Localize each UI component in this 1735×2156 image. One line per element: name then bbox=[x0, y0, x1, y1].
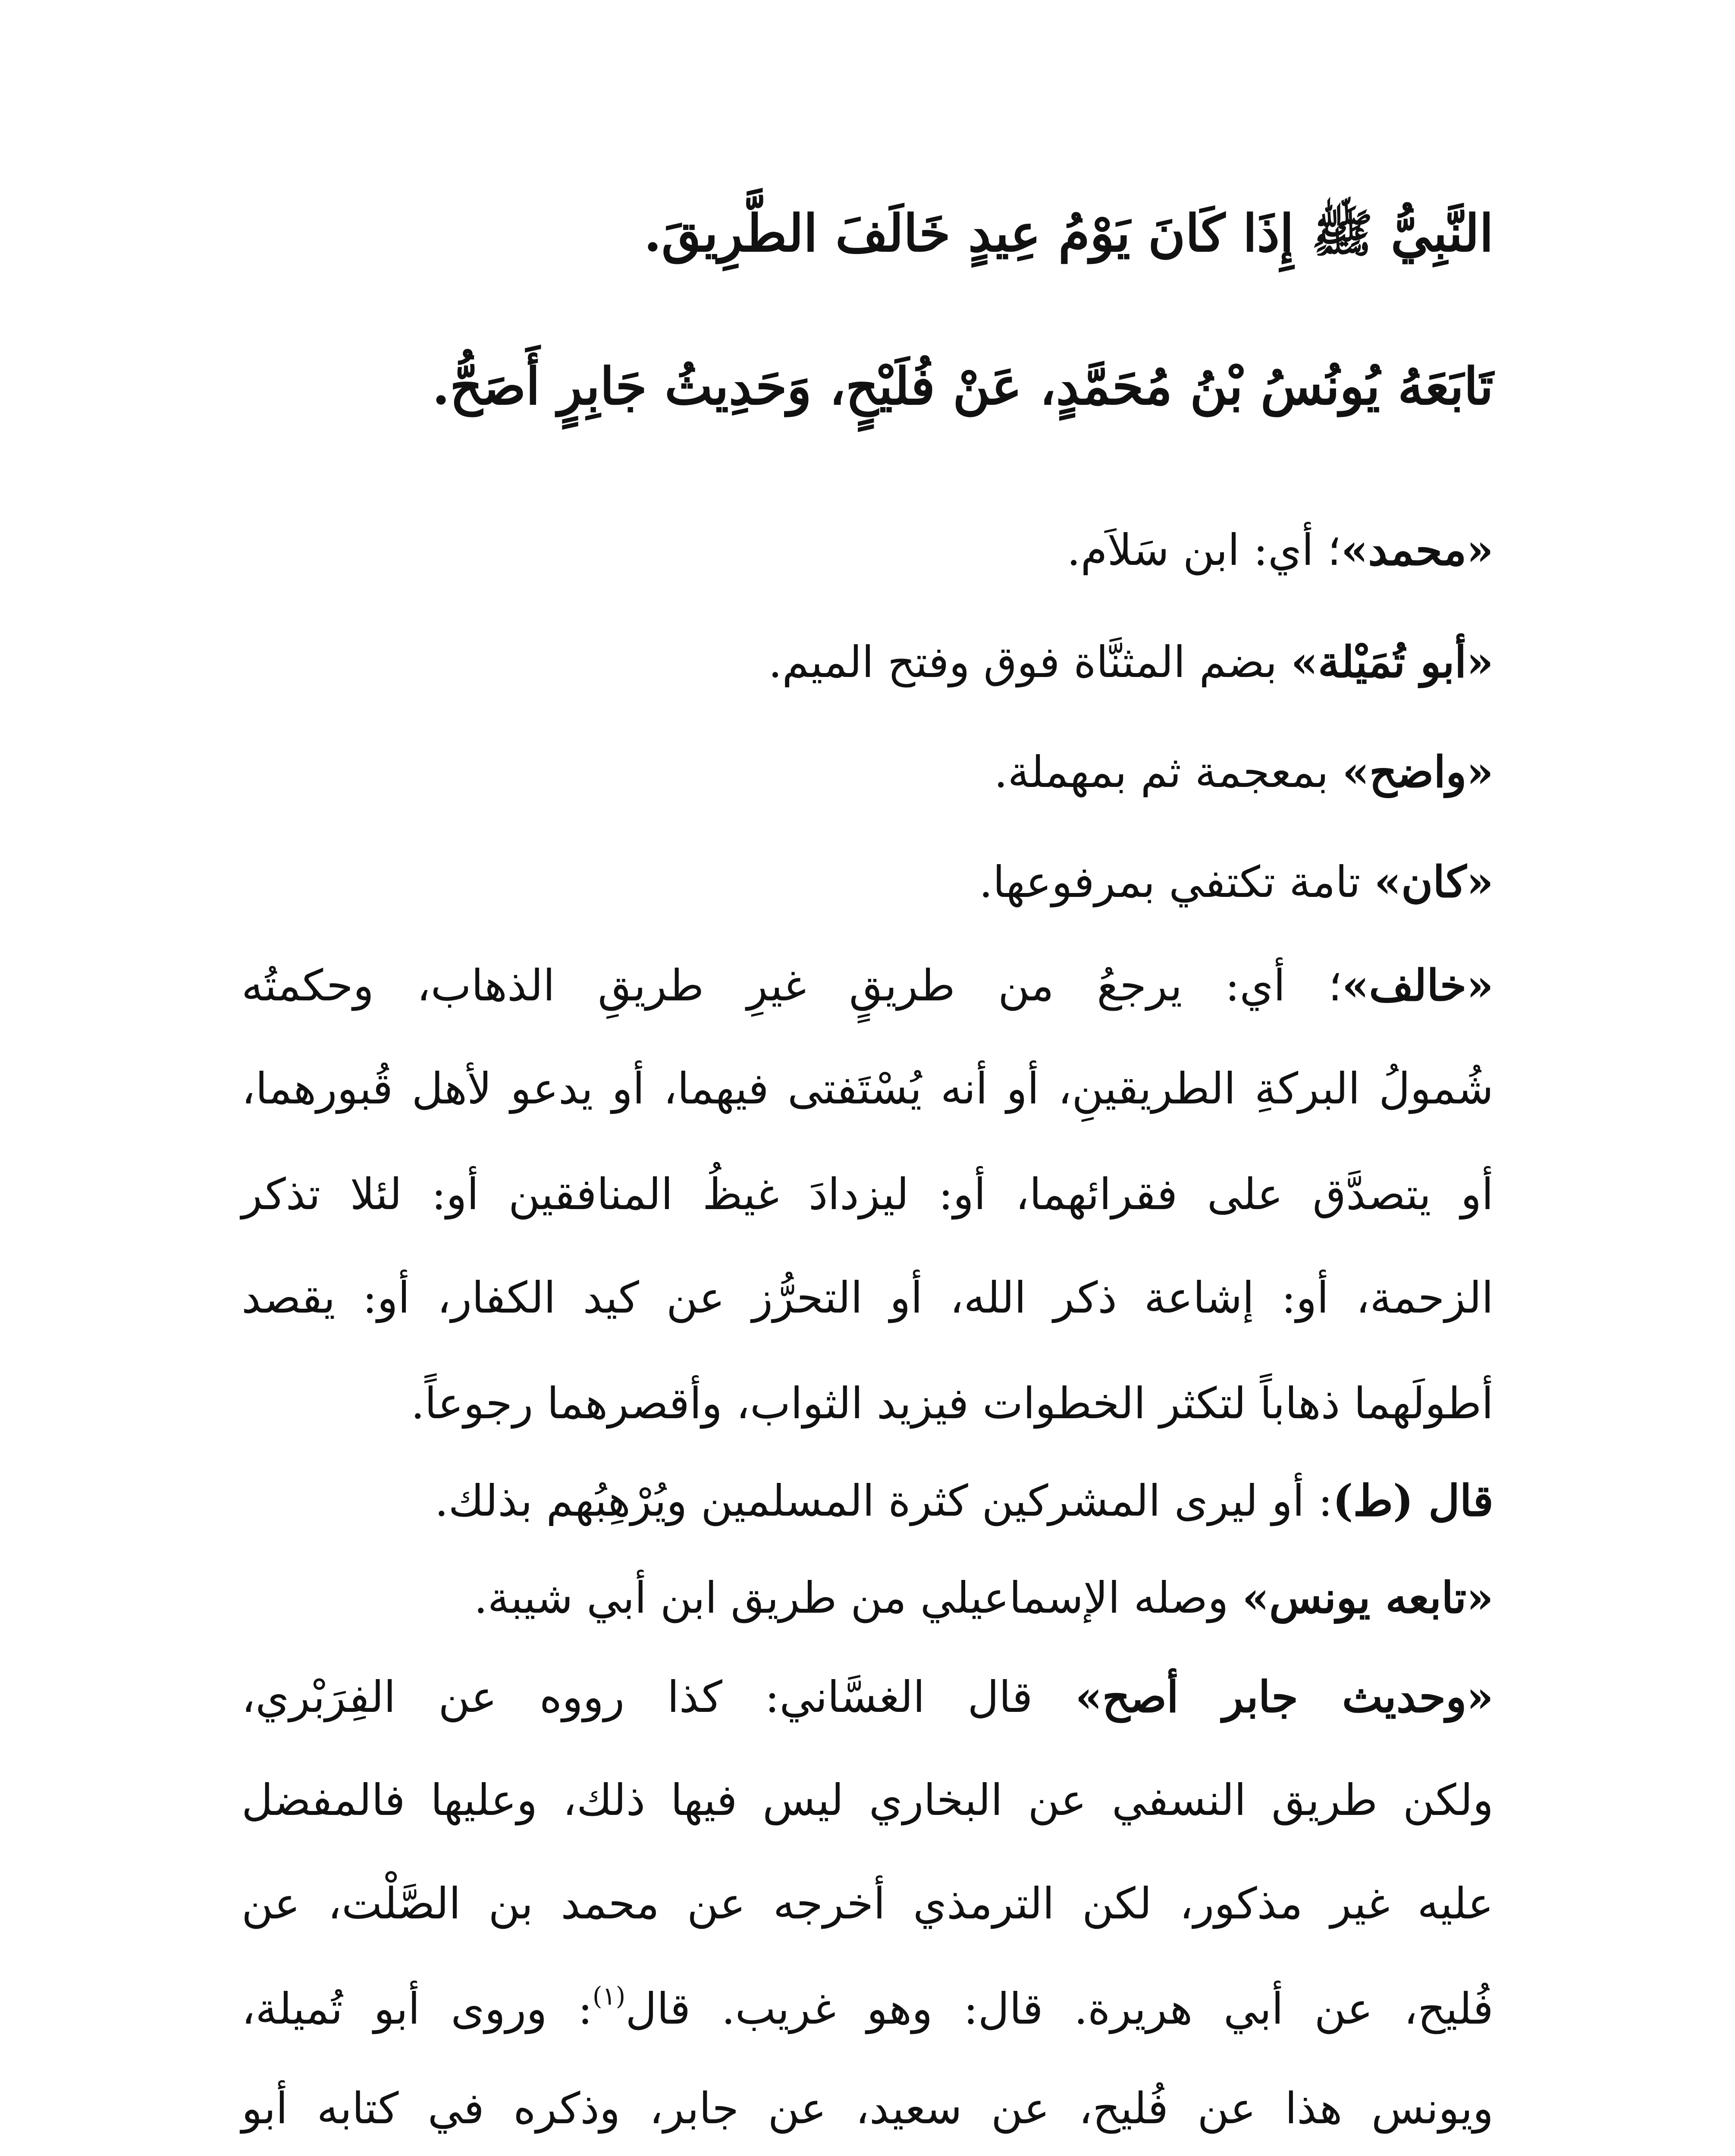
explanation-qala-t: : أو ليرى المشركين كثرة المسلمين ويُرْهِبُهم بذلك. bbox=[434, 1476, 1333, 1526]
commentary-kana bbox=[979, 856, 1493, 908]
term-muhammad: «محمد» bbox=[1341, 524, 1493, 575]
commentary-abu-tumaylah bbox=[769, 636, 1493, 688]
commentary-khalafa-line-1 bbox=[242, 959, 1493, 1012]
commentary-hadith-jabir-line-3: عليه غير مذكور، لكن الترمذي أخرجه عن محمد بن الصَّلْت، عن bbox=[242, 1878, 1493, 1929]
term-khalafa: «خالف» bbox=[1342, 960, 1493, 1011]
commentary-hadith-jabir-line-4 bbox=[242, 1981, 1493, 2035]
hadith-line-1: النَّبِيُّ ﷺ إِذَا كَانَ يَوْمُ عِيدٍ خَالَفَ الطَّرِيقَ. bbox=[643, 203, 1493, 263]
commentary-khalafa-line-5: أطولَهما ذهاباً لتكثر الخطوات فيزيد الثواب، وأقصرهما رجوعاً. bbox=[411, 1378, 1493, 1429]
explanation-before-note: فُليح، عن أبي هريرة. قال: وهو غريب. قال bbox=[625, 1984, 1493, 2034]
commentary-qala-t bbox=[435, 1475, 1493, 1527]
commentary-hadith-jabir-line-1 bbox=[242, 1671, 1493, 1723]
hadith-line-2: تَابَعَهُ يُونُسُ بْنُ مُحَمَّدٍ، عَنْ فُلَيْحٍ، وَحَدِيثُ جَابِرٍ أَصَحُّ. bbox=[432, 356, 1493, 416]
commentary-hadith-jabir-line-5: ويونس هذا عن فُليح، عن سعيد، عن جابر، وذكره في كتابه أبو bbox=[242, 2083, 1494, 2134]
term-qala-t: قال (ط) bbox=[1333, 1475, 1493, 1526]
explanation-khalafa-start: ؛ أي: يرجعُ من طريقٍ غيرِ طريقِ الذهاب، وحكمتُه bbox=[242, 960, 1342, 1011]
explanation-wadih: بمعجمة ثم بمهملة. bbox=[994, 747, 1343, 797]
commentary-muhammad bbox=[1067, 524, 1493, 576]
commentary-khalafa-line-2: شُمولُ البركةِ الطريقينِ، أو أنه يُسْتَفتى فيهما، أو يدعو لأهل قُبورهما، bbox=[242, 1063, 1493, 1114]
term-wadih: «واضح» bbox=[1342, 746, 1493, 797]
term-tabaahu-yunus: «تابعه يونس» bbox=[1242, 1572, 1493, 1623]
commentary-hadith-jabir-line-2: ولكن طريق النسفي عن البخاري ليس فيها ذلك، وعليها فالمفضل bbox=[242, 1775, 1493, 1825]
commentary-wadih bbox=[994, 746, 1493, 798]
commentary-khalafa-line-3: أو يتصدَّق على فقرائهما، أو: ليزدادَ غيظُ المنافقين أو: لئلا تذكر bbox=[242, 1169, 1493, 1219]
term-abu-tumaylah: «أبو تُمَيْلة» bbox=[1291, 636, 1493, 687]
explanation-abu-tumaylah: بضم المثنَّاة فوق وفتح الميم. bbox=[768, 637, 1291, 687]
explanation-after-note: : وروى أبو تُميلة، bbox=[242, 1984, 593, 2034]
term-hadith-jabir: «وحديث جابر أصح» bbox=[1075, 1671, 1493, 1722]
commentary-khalafa-line-4: الزحمة، أو: إشاعة ذكر الله، أو التحرُّز عن كيد الكفار، أو: يقصد bbox=[242, 1272, 1493, 1323]
explanation-tabaahu-yunus: وصله الإسماعيلي من طريق ابن أبي شيبة. bbox=[474, 1573, 1242, 1623]
explanation-hadith-jabir-start: قال الغسَّاني: كذا رووه عن الفِرَبْري، bbox=[242, 1672, 1076, 1722]
footnote-reference[interactable]: (١) bbox=[592, 1981, 626, 2011]
explanation-kana: تامة تكتفي بمرفوعها. bbox=[979, 857, 1374, 907]
commentary-tabaahu-yunus bbox=[474, 1572, 1493, 1624]
term-kana: «كان» bbox=[1374, 856, 1493, 907]
explanation-muhammad: ؛ أي: ابن سَلاَم. bbox=[1067, 525, 1341, 575]
